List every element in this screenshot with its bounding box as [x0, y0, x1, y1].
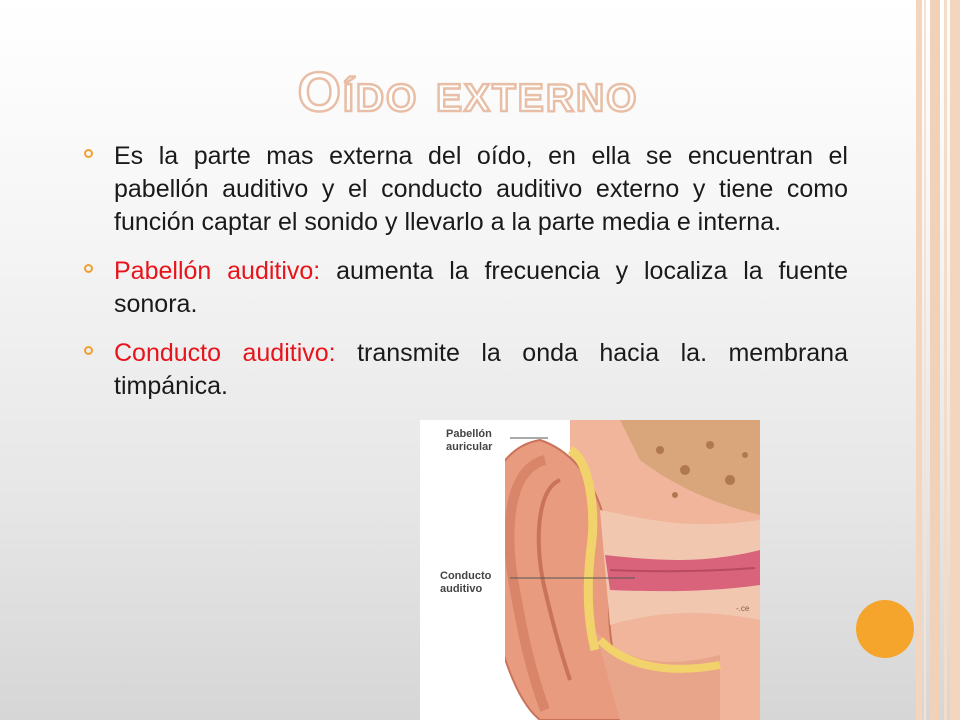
bullet-marker-icon: [84, 264, 93, 273]
ear-label-note: -.ce: [736, 604, 750, 613]
bullet-text: [114, 255, 848, 321]
bullet-body: aumenta la frecuencia y localiza la fuente sonora.: [114, 257, 848, 318]
decorative-orange-circle: [856, 600, 914, 658]
bullet-text: [114, 140, 848, 239]
ear-anatomy-image: [420, 420, 760, 720]
bullet-item: [84, 255, 848, 321]
bullet-text: [114, 337, 848, 403]
bullet-highlight: Pabellón auditivo:: [114, 257, 321, 285]
ear-label-conducto: Conducto auditivo: [440, 570, 492, 595]
bullet-list: [84, 140, 848, 419]
bullet-body: transmite la onda hacia la. membrana timpánica.: [114, 339, 848, 400]
slide-title: Oído externo: [297, 60, 639, 123]
decorative-side-bars: [916, 0, 960, 720]
bullet-item: [84, 140, 848, 239]
bullet-item: [84, 337, 848, 403]
bullet-body: Es la parte mas externa del oído, en ella se encuentran el pabellón auditivo y el conducto auditivo externo y tiene como función captar el sonido y llevarlo a la parte media e interna.: [114, 142, 848, 236]
bullet-highlight: Conducto auditivo:: [114, 339, 336, 367]
ear-label-pabellon: Pabellón auricular: [446, 428, 493, 453]
bullet-marker-icon: [84, 149, 93, 158]
bullet-marker-icon: [84, 346, 93, 355]
